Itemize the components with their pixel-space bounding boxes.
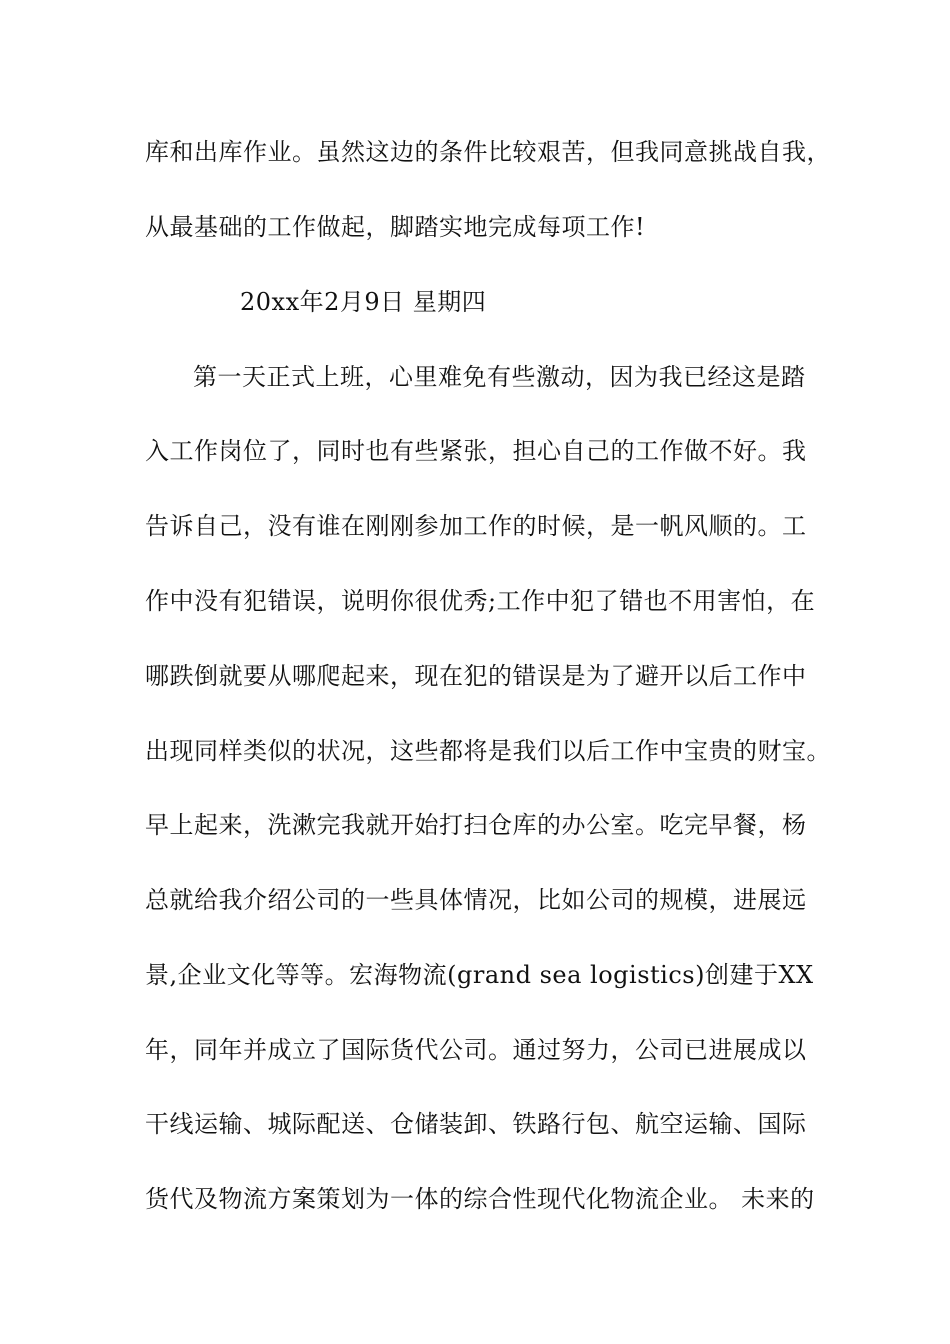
text-line-11: 总就给我介绍公司的一些具体情况，比如公司的规模，进展远 — [145, 886, 807, 914]
text-line-5: 入工作岗位了，同时也有些紧张，担心自己的工作做不好。我 — [145, 437, 807, 465]
text-line-9: 出现同样类似的状况，这些都将是我们以后工作中宝贵的财宝。 — [145, 737, 831, 765]
text-line-12: 景,企业文化等等。宏海物流(grand sea logistics)创建于XX — [145, 961, 814, 989]
text-line-10: 早上起来，洗漱完我就开始打扫仓库的办公室。吃完早餐，杨 — [145, 811, 807, 839]
text-line-8: 哪跌倒就要从哪爬起来，现在犯的错误是为了避开以后工作中 — [145, 662, 807, 690]
text-line-2: 从最基础的工作做起，脚踏实地完成每项工作! — [145, 213, 646, 241]
entry-date: 20xx年2月9日 星期四 — [240, 288, 487, 316]
text-line-1: 库和出库作业。虽然这边的条件比较艰苦，但我同意挑战自我， — [145, 138, 831, 166]
text-line-6: 告诉自己，没有谁在刚刚参加工作的时候，是一帆风顺的。工 — [145, 512, 807, 540]
text-line-15: 货代及物流方案策划为一体的综合性现代化物流企业。 未来的 — [145, 1185, 815, 1213]
text-line-14: 干线运输、城际配送、仓储装卸、铁路行包、航空运输、国际 — [145, 1110, 807, 1138]
text-line-7: 作中没有犯错误，说明你很优秀;工作中犯了错也不用害怕，在 — [145, 587, 816, 615]
text-line-13: 年，同年并成立了国际货代公司。通过努力，公司已进展成以 — [145, 1036, 807, 1064]
text-line-4: 第一天正式上班，心里难免有些激动，因为我已经这是踏 — [193, 363, 806, 391]
